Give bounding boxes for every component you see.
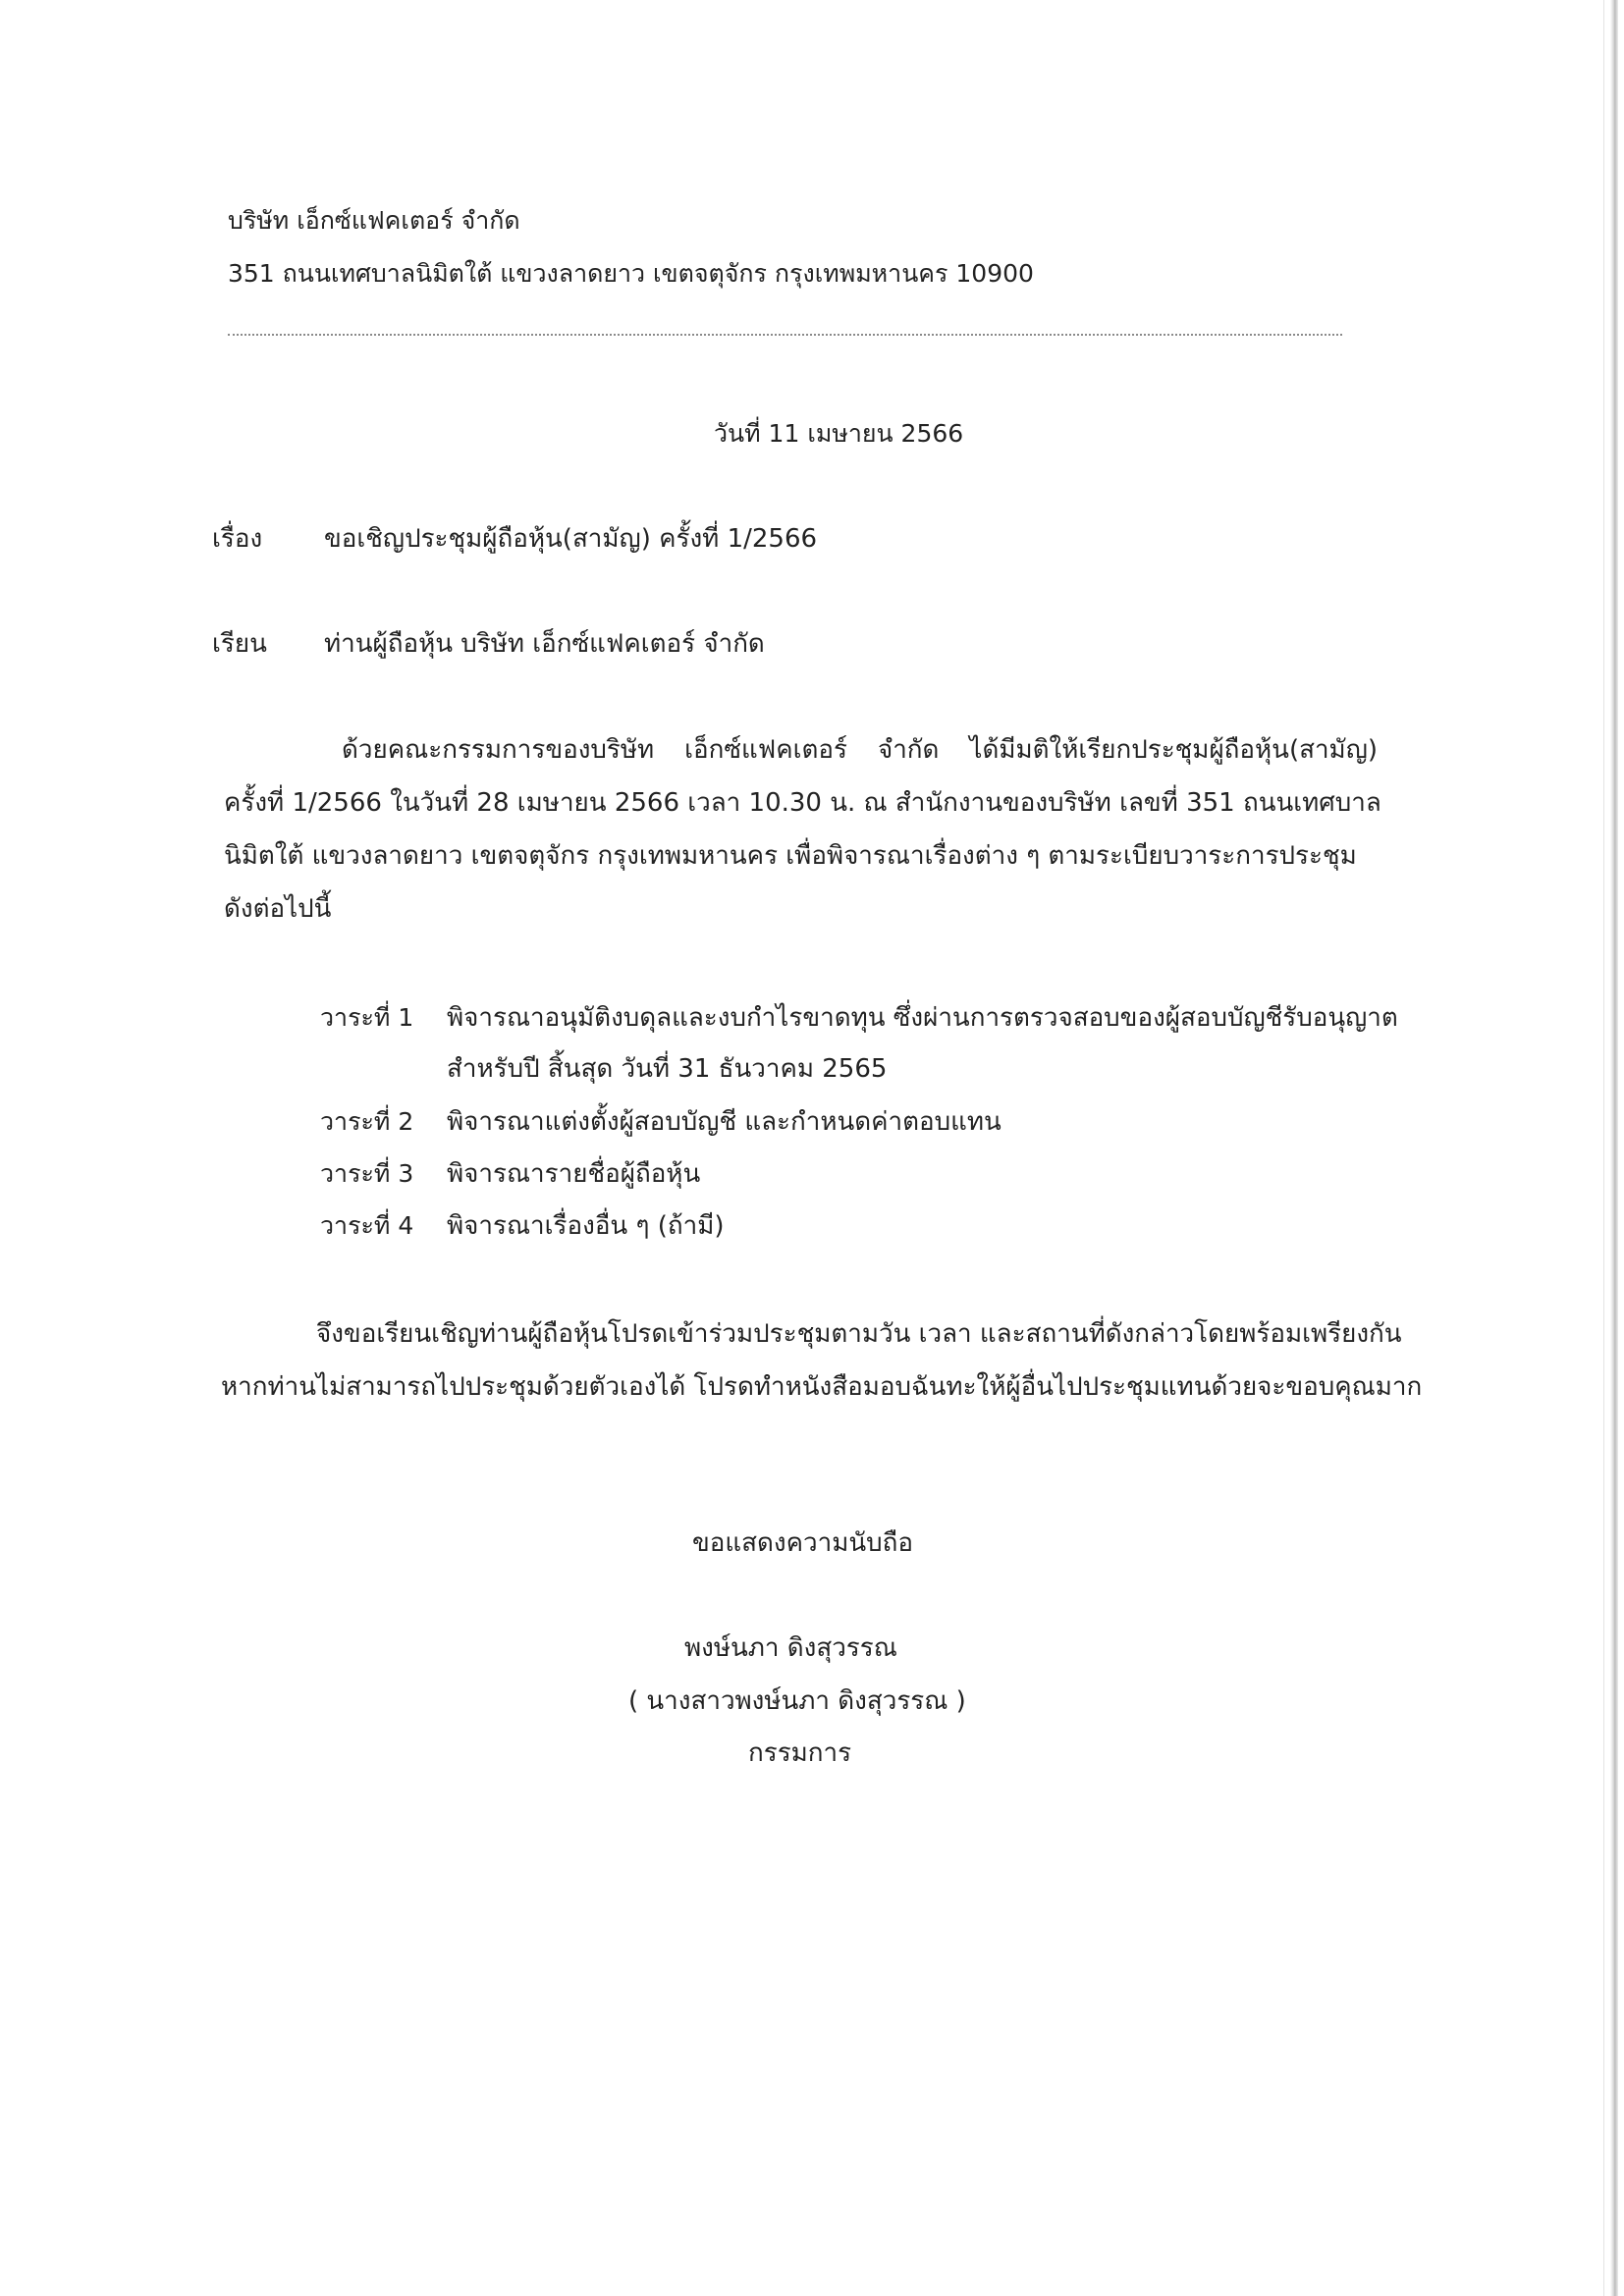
agenda-1-number: วาระที่ 1 <box>320 1003 414 1032</box>
paragraph-1-line-3: นิมิตใต้ แขวงลาดยาว เขตจตุจักร กรุงเทพมหานคร เพื่อพิจารณาเรื่องต่าง ๆ ตามระเบียบวาระการประชุม <box>224 841 1357 871</box>
signature-name: พงษ์นภา ดิงสุวรรณ <box>684 1633 897 1663</box>
agenda-2-number: วาระที่ 2 <box>320 1107 414 1136</box>
agenda-3-number: วาระที่ 3 <box>320 1159 414 1188</box>
agenda-4-text: พิจารณาเรื่องอื่น ๆ (ถ้ามี) <box>447 1211 725 1241</box>
closing-salutation: ขอแสดงความนับถือ <box>692 1528 913 1558</box>
agenda-3-text: พิจารณารายชื่อผู้ถือหุ้น <box>447 1159 701 1189</box>
recipient-text: ท่านผู้ถือหุ้น บริษัท เอ็กซ์แฟคเตอร์ จำกัด <box>324 629 765 659</box>
paragraph-1-line-4: ดังต่อไปนี้ <box>224 894 332 924</box>
scan-edge-shadow <box>1610 0 1618 2296</box>
recipient-label: เรียน <box>212 629 267 659</box>
scan-edge-line <box>1603 0 1604 2296</box>
subject-label: เรื่อง <box>212 524 263 554</box>
signer-full-name: ( นางสาวพงษ์นภา ดิงสุวรรณ ) <box>628 1686 966 1716</box>
paragraph-1-line-2: ครั้งที่ 1/2566 ในวันที่ 28 เมษายน 2566 เวลา 10.30 น. ณ สำนักงานของบริษัท เลขที่ 351 ถนนเทศบาล <box>224 788 1381 818</box>
signer-position: กรรมการ <box>748 1738 852 1768</box>
letter-date: วันที่ 11 เมษายน 2566 <box>714 419 964 448</box>
header-divider <box>228 334 1342 338</box>
paragraph-2-line-1: จึงขอเรียนเชิญท่านผู้ถือหุ้นโปรดเข้าร่วมประชุมตามวัน เวลา และสถานที่ดังกล่าวโดยพร้อมเพรียงกัน <box>316 1319 1402 1349</box>
agenda-1-line-2: สำหรับปี สิ้นสุด วันที่ 31 ธันวาคม 2565 <box>447 1054 888 1084</box>
agenda-1-line-1: พิจารณาอนุมัติงบดุลและงบกำไรขาดทุน ซึ่งผ่านการตรวจสอบของผู้สอบบัญชีรับอนุญาต <box>447 1003 1398 1033</box>
subject-text: ขอเชิญประชุมผู้ถือหุ้น(สามัญ) ครั้งที่ 1/2566 <box>324 524 818 554</box>
company-name: บริษัท เอ็กซ์แฟคเตอร์ จำกัด <box>228 206 520 235</box>
agenda-4-number: วาระที่ 4 <box>320 1211 414 1240</box>
paragraph-2-line-2: หากท่านไม่สามารถไปประชุมด้วยตัวเองได้ โปรดทำหนังสือมอบฉันทะให้ผู้อื่นไปประชุมแทนด้วยจะขอบคุณมาก <box>221 1372 1423 1402</box>
paragraph-1-line-1: ด้วยคณะกรรมการของบริษัท เอ็กซ์แฟคเตอร์ จำกัด ได้มีมติให้เรียกประชุมผู้ถือหุ้น(สามัญ) <box>342 735 1378 765</box>
company-address: 351 ถนนเทศบาลนิมิตใต้ แขวงลาดยาว เขตจตุจักร กรุงเทพมหานคร 10900 <box>228 259 1034 288</box>
agenda-2-text: พิจารณาแต่งตั้งผู้สอบบัญชี และกำหนดค่าตอบแทน <box>447 1107 1001 1137</box>
